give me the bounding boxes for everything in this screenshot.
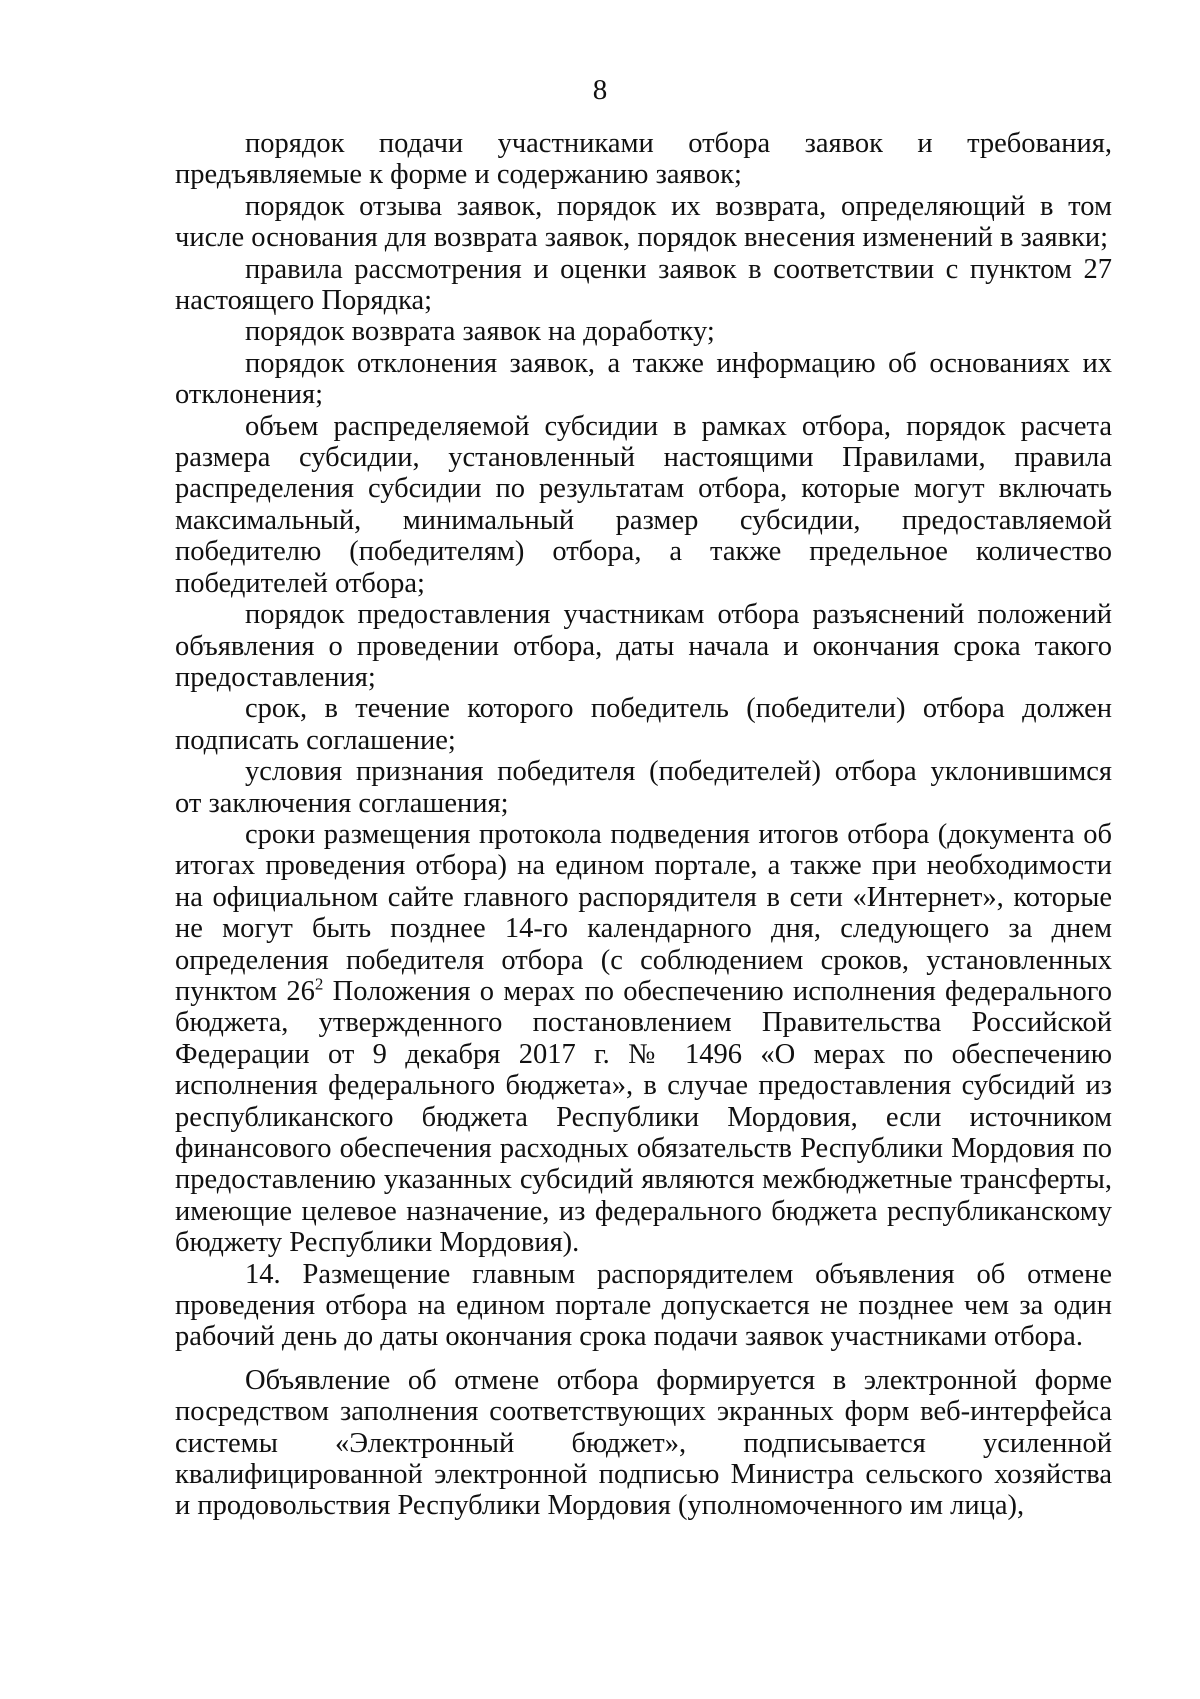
- paragraph-evasion-conditions: условия признания победителя (победителей) отбора уклонившимся от заключения соглашения;: [175, 756, 1112, 819]
- paragraph-submission-procedure: порядок подачи участниками отбора заявок и требования, предъявляемые к форме и содержанию заявок;: [175, 128, 1112, 191]
- protocol-text-after: Положения о мерах по обеспечению исполнения федерального бюджета, утвержденного постановлением Правительства Российской Федерации от 9 декабря 2017 г. № 1496 «О мерах по обеспечению исполнения федерального бюджета», в случае предоставления субсидий из республиканского бюджета Республики Мордовия, если источником финансового обеспечения расходных обязательств Республики Мордовия по предоставлению указанных субсидий являются межбюджетные трансферты, имеющие целевое назначение, из федерального бюджета республиканскому бюджету Республики Мордовия).: [175, 975, 1112, 1259]
- paragraph-review-rules: правила рассмотрения и оценки заявок в соответствии с пунктом 27 настоящего Порядка;: [175, 253, 1112, 317]
- paragraph-clarifications: порядок предоставления участникам отбора разъяснений положений объявления о проведении отбора, даты начала и окончания срока такого предоставления;: [175, 599, 1112, 693]
- page-number: 8: [592, 74, 608, 106]
- paragraph-rejection-procedure: порядок отклонения заявок, а также информацию об основаниях их отклонения;: [175, 347, 1112, 411]
- superscript: 2: [314, 974, 324, 994]
- paragraph-return-for-revision: порядок возврата заявок на доработку;: [245, 316, 715, 348]
- paragraph-subsidy-volume: объем распределяемой субсидии в рамках отбора, порядок расчета размера субсидии, установленный настоящими Правилами, правила распределения субсидии по результатам отбора, которые могут включать максимальный, минимальный размер субсидии, предоставляемой победителю (победителям) отбора, а также предельное количество победителей отбора;: [175, 410, 1112, 599]
- paragraph-signing-deadline: срок, в течение которого победитель (победители) отбора должен подписать соглашение;: [175, 693, 1112, 756]
- paragraph-cancellation-notice: Объявление об отмене отбора формируется в электронной форме посредством заполнения соответствующих экранных форм веб-интерфейса системы «Электронный бюджет», подписывается усиленной квалифицированной электронной подписью Министра сельского хозяйства и продовольствия Республики Мордовия (уполномоченного им лица),: [175, 1364, 1112, 1522]
- protocol-text-before: сроки размещения протокола подведения итогов отбора (документа об итогах проведения отбора) на едином портале, а также при необходимости на официальном сайте главного распорядителя в сети «Интернет», которые не могут быть позднее 14-го календарного дня, следующего за днем определения победителя отбора (с соблюдением сроков, установленных пунктом 26: [175, 818, 1112, 1007]
- document-body: [175, 128, 1112, 1522]
- paragraph-withdrawal-procedure: порядок отзыва заявок, порядок их возврата, определяющий в том числе основания для возврата заявок, порядок внесения изменений в заявки;: [175, 190, 1112, 254]
- paragraph-item-14: 14. Размещение главным распорядителем объявления об отмене проведения отбора на едином портале допускается не позднее чем за один рабочий день до даты окончания срока подачи заявок участниками отбора.: [175, 1258, 1112, 1353]
- paragraph-protocol-deadlines: [175, 819, 1112, 1259]
